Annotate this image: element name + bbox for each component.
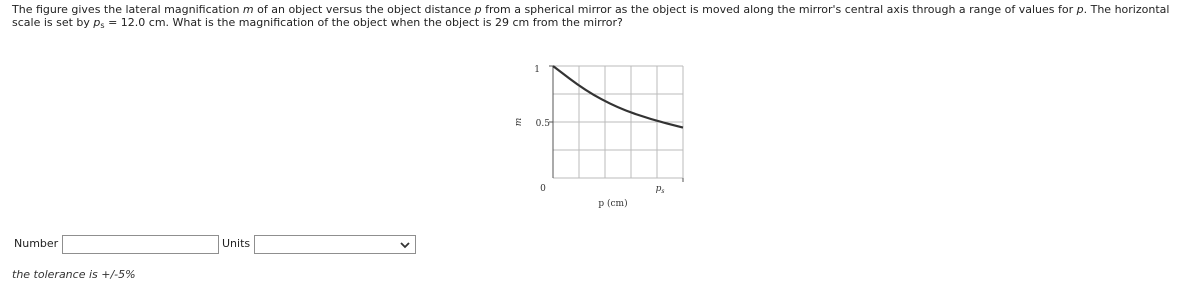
y-axis-label: m [514, 117, 524, 127]
units-dropdown[interactable] [254, 235, 416, 254]
chevron-down-icon [399, 239, 411, 251]
question-text [12, 3, 1196, 29]
units-label: Units [222, 237, 251, 250]
number-label: Number [14, 237, 59, 250]
question-part: from a spherical mirror as the object is moved along the mirror's central axis through a range of values for [481, 3, 1077, 16]
ps-tick-p: p [655, 184, 662, 194]
graph-svg [505, 58, 695, 218]
tolerance-note: the tolerance is +/-5% [12, 268, 136, 281]
variable-p: p [474, 3, 482, 16]
question-part: = 12.0 cm. What is the magnification of the object when the object is 29 cm from the mirror? [104, 16, 623, 29]
x-axis-label: p (cm) [598, 199, 628, 209]
question-part: . The horizontal scale is set by [12, 3, 1170, 29]
axes [549, 66, 683, 182]
variable-p: p [1076, 3, 1084, 16]
magnification-graph [505, 58, 695, 218]
ps-tick-label [656, 184, 665, 195]
magnification-curve [553, 66, 683, 128]
variable-ps: p [93, 16, 101, 29]
tick-label-0.5: 0.5 [535, 119, 550, 129]
ps-tick-sub: s [661, 188, 665, 195]
tick-label-1: 1 [534, 65, 540, 75]
question-part: of an object versus the object distance [253, 3, 475, 16]
variable-m: m [242, 3, 254, 16]
tick-label-0: 0 [540, 184, 546, 194]
variable-ps-subscript: s [100, 21, 105, 30]
number-input[interactable] [62, 235, 219, 254]
question-part: The figure gives the lateral magnification [12, 3, 243, 16]
